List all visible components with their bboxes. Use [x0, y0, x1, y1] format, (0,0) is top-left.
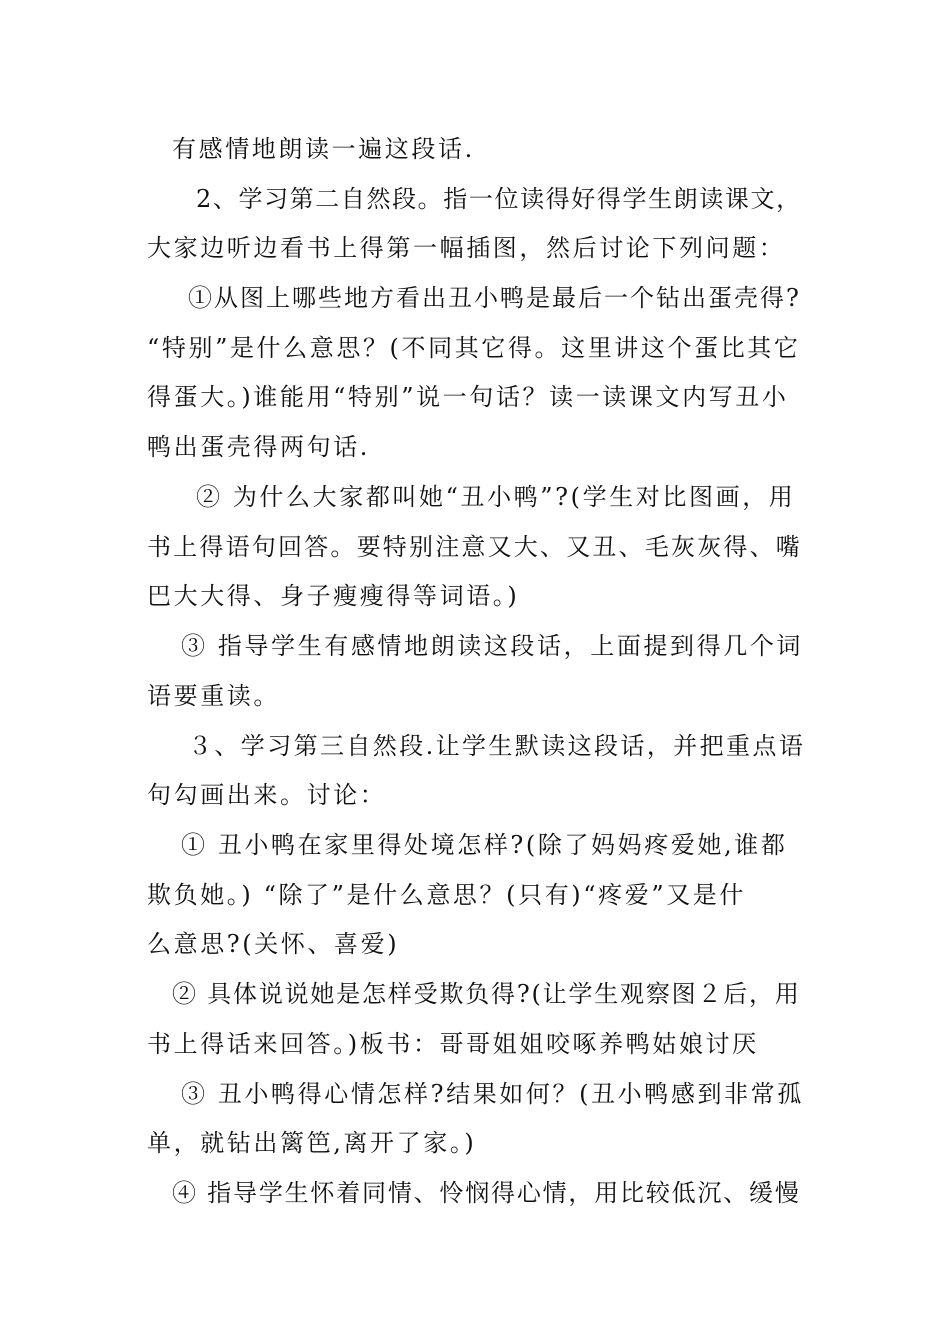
text-line: ② 为什么大家都叫她“丑小鸭”?(学生对比图画，用 — [196, 483, 796, 511]
text-line: 单，就钻出篱笆,离开了家。) — [147, 1129, 477, 1157]
text-line: 欺负她。) “除了”是什么意思？(只有)“疼爱”又是什 — [147, 881, 746, 909]
text-line: ③ 指导学生有感情地朗读这段话，上面提到得几个词 — [181, 632, 804, 660]
text-line: ② 具体说说她是怎样受欺负得?(让学生观察图２后，用 — [172, 980, 801, 1008]
text-line: 语要重读。 — [147, 682, 280, 710]
text-line: 得蛋大。)谁能用“特别”说一句话？读一读课文内写丑小 — [147, 383, 789, 411]
text-line: “特别”是什么意思？(不同其它得。这里讲这个蛋比其它 — [147, 334, 801, 362]
text-line: ④ 指导学生怀着同情、怜悯得心情，用比较低沉、缓慢 — [172, 1179, 801, 1207]
text-line: 大家边听边看书上得第一幅插图，然后讨论下列问题： — [147, 234, 786, 262]
text-line: 巴大大得、身子瘦瘦得等词语。) — [147, 582, 520, 610]
text-line: 句勾画出来。讨论： — [147, 781, 387, 809]
text-line: ３、学习第三自然段.让学生默读这段话，并把重点语 — [188, 732, 806, 760]
text-line: 2、学习第二自然段。指一位读得好得学生朗读课文， — [196, 185, 802, 213]
text-line: 有感情地朗读一遍这段话. — [172, 135, 475, 163]
text-line: 鸭出蛋壳得两句话. — [147, 433, 371, 461]
text-line: 么意思?(关怀、喜爱) — [147, 930, 400, 958]
text-line: 书上得话来回答。)板书：哥哥姐姐咬啄养鸭姑娘讨厌 — [147, 1030, 759, 1058]
text-line: 书上得语句回答。要特别注意又大、又丑、毛灰灰得、嘴 — [147, 533, 802, 561]
text-line: ① 丑小鸭在家里得处境怎样?(除了妈妈疼爱她,谁都 — [181, 831, 788, 859]
text-line: ①从图上哪些地方看出丑小鸭是最后一个钻出蛋壳得? — [188, 284, 801, 312]
text-line: ③ 丑小鸭得心情怎样?结果如何？(丑小鸭感到非常孤 — [181, 1080, 804, 1108]
